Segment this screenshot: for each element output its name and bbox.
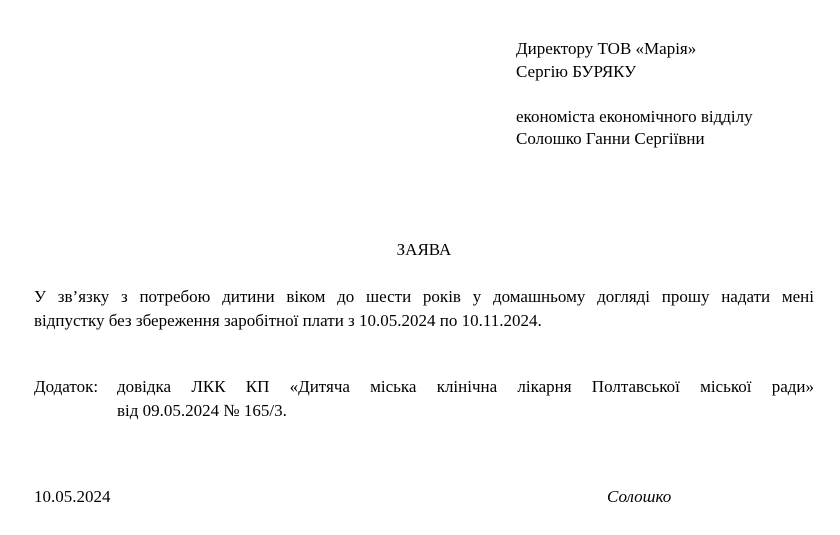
- signature: Солошко: [607, 487, 672, 506]
- attachment-label: Додаток:: [34, 377, 99, 396]
- body-line-1: У зв’язку з потребою дитини віком до шести років у домашньому догляді прошу надати мені: [34, 287, 814, 306]
- addressee-director: Директору ТОВ «Марія»: [516, 39, 697, 58]
- body-paragraph: [34, 285, 814, 333]
- attachment-text: [117, 375, 814, 423]
- attachment-block: [34, 375, 814, 423]
- attachment-line-2: від 09.05.2024 № 165/3.: [117, 401, 287, 420]
- sender-position: економіста економічного відділу: [516, 107, 753, 126]
- signature-date: 10.05.2024: [34, 487, 111, 506]
- body-line-2: відпустку без збереження заробітної плати з 10.05.2024 по 10.11.2024.: [34, 311, 542, 330]
- sender-name: Солошко Ганни Сергіївни: [516, 129, 705, 148]
- document-title: ЗАЯВА: [396, 240, 452, 259]
- addressee-director-name: Сергію БУРЯКУ: [516, 62, 637, 81]
- attachment-line-1: довідка ЛКК КП «Дитяча міська клінічна лікарня Полтавської міської ради»: [117, 377, 814, 396]
